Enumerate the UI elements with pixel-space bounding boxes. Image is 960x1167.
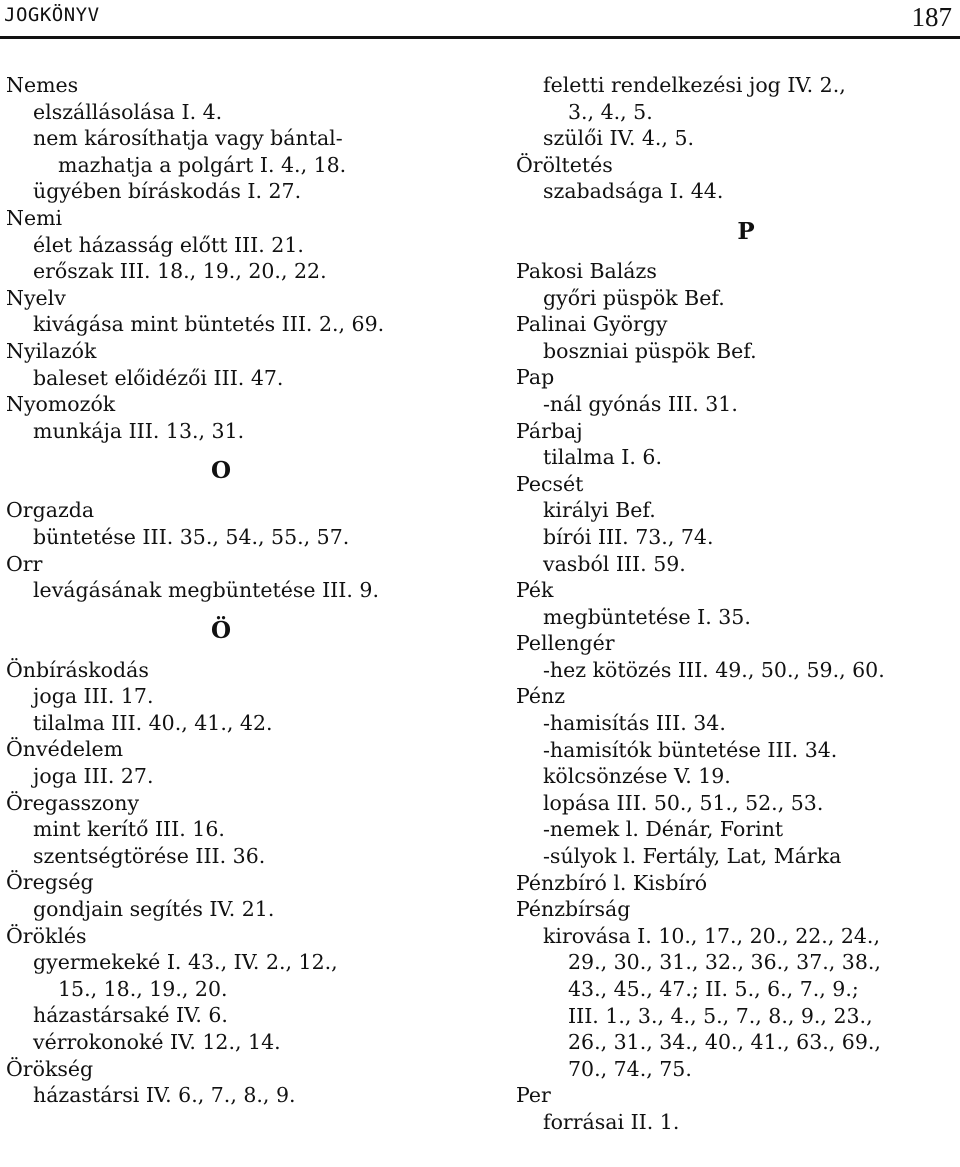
index-headword: Öröltetés — [516, 152, 613, 177]
section-letter: Ö — [210, 616, 232, 644]
index-subentry: tilalma I. 6. — [543, 445, 662, 470]
index-subentry: gondjain segítés IV. 21. — [33, 897, 275, 922]
index-subentry: mazhatja a polgárt I. 4., 18. — [58, 152, 347, 177]
index-subentry: -hez kötözés III. 49., 50., 59., 60. — [543, 657, 885, 682]
index-subentry: ügyében bíráskodás I. 27. — [33, 179, 302, 204]
index-headword: Per — [516, 1083, 551, 1108]
index-headword: Pék — [516, 578, 554, 603]
running-title: JOGKÖNYV — [4, 4, 100, 26]
index-subentry: szentségtörése III. 36. — [33, 843, 266, 868]
header-rule — [0, 36, 960, 39]
index-subentry: levágásának megbüntetése III. 9. — [33, 578, 379, 603]
index-headword: Öregség — [6, 870, 94, 895]
index-subentry: házastársi IV. 6., 7., 8., 9. — [33, 1083, 296, 1108]
index-subentry: -súlyok l. Fertály, Lat, Márka — [543, 844, 842, 869]
index-subentry: forrásai II. 1. — [543, 1109, 680, 1134]
index-subentry: 70., 74., 75. — [568, 1056, 692, 1081]
index-headword: Nyelv — [6, 285, 66, 310]
index-headword: Orgazda — [6, 498, 95, 523]
index-subentry: III. 1., 3., 4., 5., 7., 8., 9., 23., — [568, 1003, 873, 1028]
index-subentry: feletti rendelkezési jog IV. 2., — [543, 73, 846, 97]
index-headword: Palinai György — [516, 312, 668, 337]
index-subentry: mint kerítő III. 16. — [33, 817, 225, 842]
index-headword: Orr — [6, 551, 43, 576]
index-subentry: élet házasság előtt III. 21. — [33, 232, 304, 257]
index-subentry: erőszak III. 18., 19., 20., 22. — [33, 259, 327, 284]
index-headword: Pellengér — [516, 631, 615, 656]
index-headword: Pénz — [516, 684, 566, 709]
index-subentry: -nemek l. Dénár, Forint — [543, 817, 784, 842]
index-subentry: szabadsága I. 44. — [543, 179, 724, 204]
index-subentry: 3., 4., 5. — [568, 99, 653, 124]
index-subentry: munkája III. 13., 31. — [33, 418, 245, 443]
index-subentry: joga III. 27. — [33, 764, 154, 789]
index-subentry: -nál gyónás III. 31. — [543, 391, 738, 416]
index-headword: Pap — [516, 365, 555, 390]
index-subentry: joga III. 17. — [33, 684, 154, 709]
index-headword: Nemes — [6, 73, 79, 97]
index-headword: Nyomozók — [6, 392, 116, 417]
index-subentry: elszállásolása I. 4. — [33, 99, 223, 124]
index-subentry: bírói III. 73., 74. — [543, 524, 714, 549]
index-subentry: -hamisítás III. 34. — [543, 711, 726, 736]
index-headword: Nemi — [6, 205, 63, 230]
section-letter: O — [210, 457, 232, 485]
index-subentry: 26., 31., 34., 40., 41., 63., 69., — [568, 1030, 881, 1055]
index-subentry: -hamisítók büntetése III. 34. — [543, 737, 838, 762]
index-column-right — [516, 72, 956, 1136]
index-headword: Pénzbírság — [516, 897, 631, 922]
index-subentry: 43., 45., 47.; II. 5., 6., 7., 9.; — [568, 977, 859, 1001]
index-subentry: boszniai püspök Bef. — [543, 338, 757, 363]
running-header — [0, 0, 960, 42]
index-subentry: lopása III. 50., 51., 52., 53. — [543, 790, 824, 815]
index-subentry: tilalma III. 40., 41., 42. — [33, 710, 273, 735]
index-subentry: 29., 30., 31., 32., 36., 37., 38., — [568, 950, 881, 975]
index-subentry: kivágása mint büntetés III. 2., 69. — [33, 312, 385, 337]
section-letter: P — [737, 217, 755, 245]
index-subentry: házastársaké IV. 6. — [33, 1003, 228, 1028]
index-subentry: 15., 18., 19., 20. — [58, 976, 228, 1001]
index-subentry: győri püspök Bef. — [543, 285, 725, 310]
index-subentry: megbüntetése I. 35. — [543, 604, 751, 629]
index-subentry: kölcsönzése V. 19. — [543, 764, 731, 789]
index-headword: Örökség — [6, 1056, 94, 1081]
index-subentry: királyi Bef. — [543, 498, 656, 523]
index-headword: Pecsét — [516, 471, 584, 496]
index-subentry: vérrokonoké IV. 12., 14. — [33, 1030, 281, 1054]
index-headword: Öröklés — [6, 923, 87, 948]
index-headword: Önvédelem — [6, 737, 124, 762]
index-headword: Pénzbíró l. Kisbíró — [516, 870, 708, 895]
index-subentry: szülői IV. 4., 5. — [543, 126, 694, 151]
index-subentry: nem károsíthatja vagy bántal- — [33, 126, 343, 151]
index-headword: Nyilazók — [6, 338, 97, 363]
index-headword: Öregasszony — [6, 790, 140, 815]
index-headword: Pakosi Balázs — [516, 258, 657, 283]
index-column-left — [6, 72, 476, 1109]
index-subentry: vasból III. 59. — [543, 551, 686, 576]
page-number: 187 — [911, 2, 952, 32]
index-subentry: gyermekeké I. 43., IV. 2., 12., — [33, 950, 338, 975]
index-headword: Párbaj — [516, 418, 583, 443]
index-subentry: baleset előidézői III. 47. — [33, 365, 284, 390]
index-subentry: kirovása I. 10., 17., 20., 22., 24., — [543, 923, 880, 948]
index-subentry: büntetése III. 35., 54., 55., 57. — [33, 524, 350, 549]
index-headword: Önbíráskodás — [6, 657, 149, 682]
